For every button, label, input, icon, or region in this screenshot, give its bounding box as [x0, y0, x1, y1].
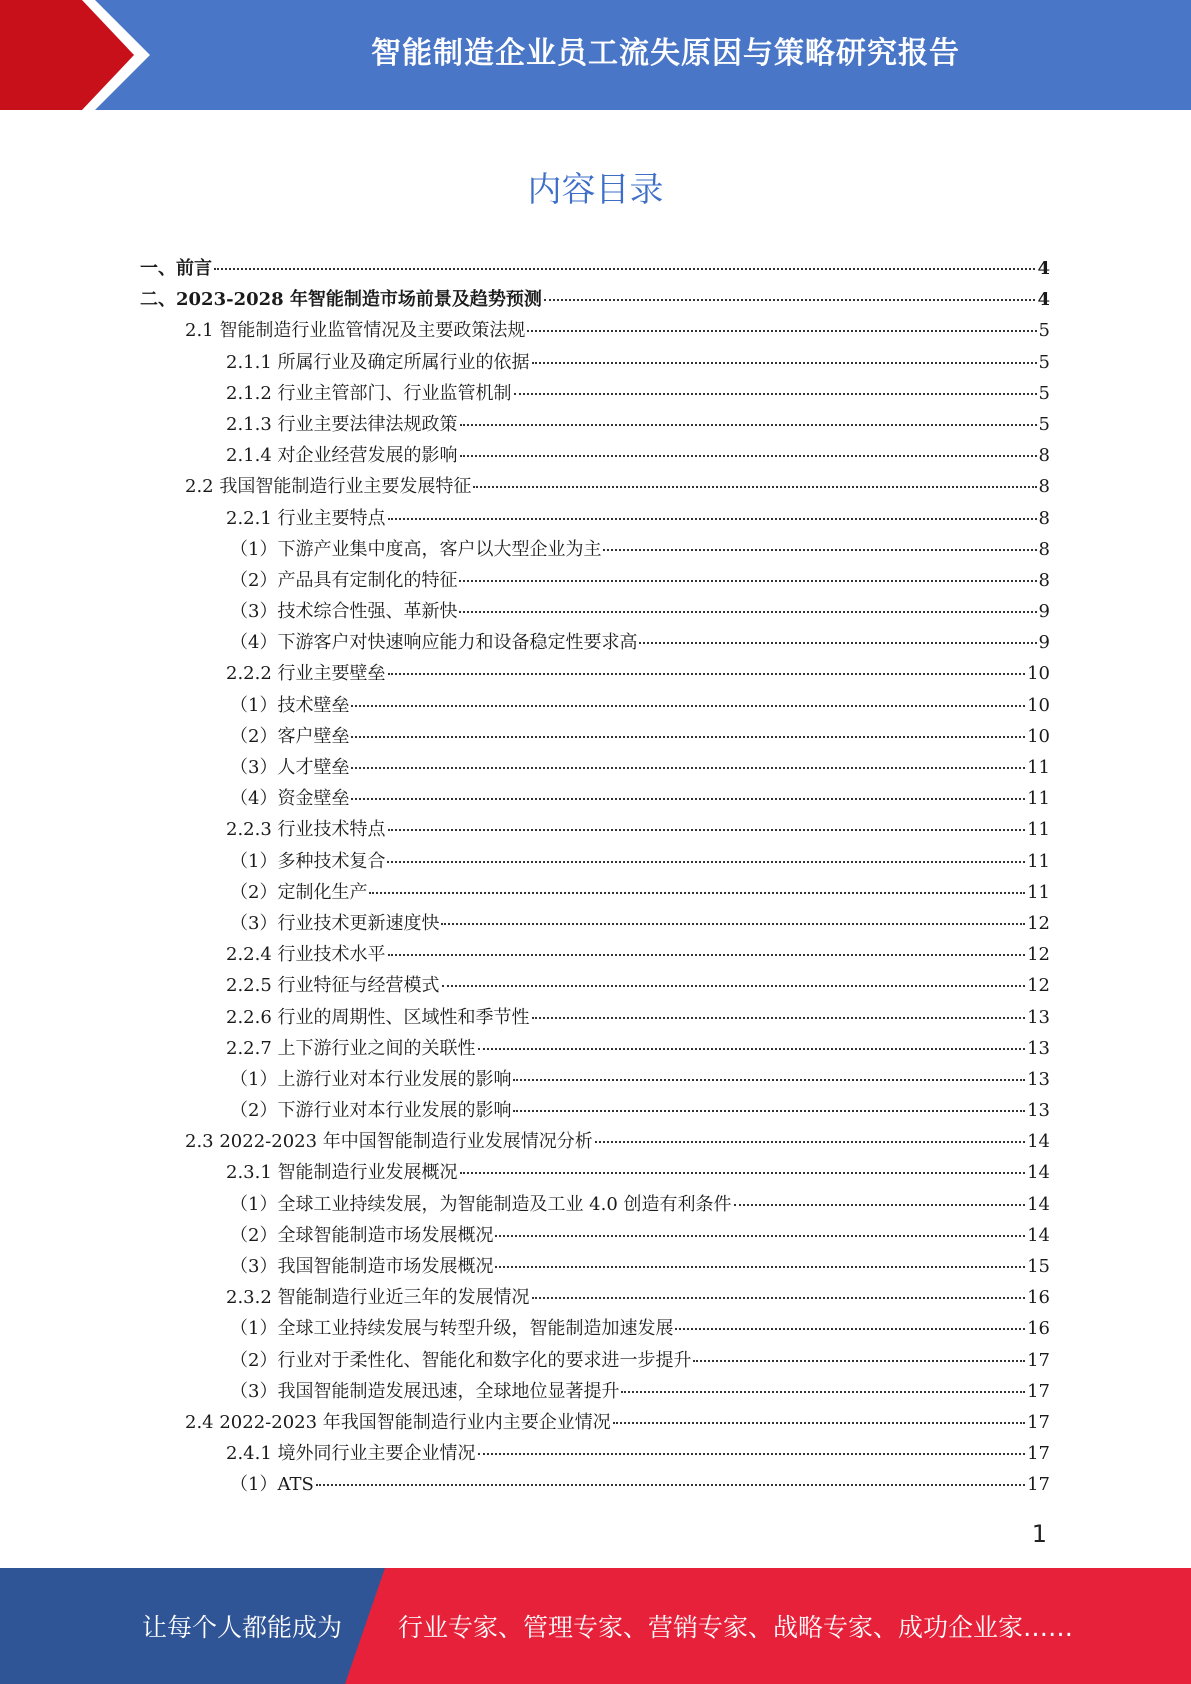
toc-dot-leader	[460, 455, 1037, 457]
toc-entry-label: （4）资金壁垒	[230, 788, 350, 810]
toc-dot-leader	[388, 954, 1026, 956]
toc-entry-page: 5	[1038, 382, 1050, 404]
toc-entry-page: 8	[1038, 507, 1050, 529]
toc-entry[interactable]	[140, 971, 1050, 1002]
toc-entry-label: （3）技术综合性强、革新快	[230, 601, 458, 623]
toc-entry-label: （1）多种技术复合	[230, 850, 386, 872]
toc-entry-page: 4	[1037, 258, 1050, 279]
toc-entry-label: 2.3.2 智能制造行业近三年的发展情况	[226, 1287, 530, 1309]
toc-dot-leader	[544, 299, 1036, 301]
toc-entry-label: 2.3 2022-2023 年中国智能制造行业发展情况分析	[185, 1131, 593, 1153]
toc-entry-page: 12	[1027, 975, 1050, 997]
toc-entry-page: 5	[1038, 320, 1050, 342]
toc-entry[interactable]	[140, 1034, 1050, 1065]
toc-dot-leader	[442, 985, 1026, 987]
toc-entry[interactable]	[140, 597, 1050, 628]
toc-entry-label: 2.1 智能制造行业监管情况及主要政策法规	[185, 320, 526, 342]
toc-dot-leader	[527, 330, 1036, 332]
toc-entry[interactable]	[140, 628, 1050, 659]
table-of-contents	[140, 254, 1050, 1502]
toc-entry-label: 2.2.1 行业主要特点	[226, 507, 386, 529]
toc-entry-label: （1）下游产业集中度高，客户以大型企业为主	[230, 538, 602, 560]
toc-dot-leader	[603, 549, 1036, 551]
toc-dot-leader	[473, 486, 1036, 488]
toc-entry-page: 14	[1027, 1224, 1050, 1246]
toc-entry[interactable]	[140, 1158, 1050, 1189]
toc-entry[interactable]	[140, 316, 1050, 347]
toc-entry[interactable]	[140, 1470, 1050, 1501]
toc-dot-leader	[734, 1204, 1026, 1206]
toc-entry[interactable]	[140, 1377, 1050, 1408]
toc-dot-leader	[478, 1453, 1026, 1455]
toc-entry[interactable]	[140, 441, 1050, 472]
toc-dot-leader	[441, 923, 1025, 925]
toc-entry-page: 8	[1038, 569, 1050, 591]
toc-entry-page: 8	[1038, 538, 1050, 560]
toc-entry-page: 11	[1027, 788, 1050, 810]
toc-entry[interactable]	[140, 1003, 1050, 1034]
footer-slogan-right: 行业专家、管理专家、营销专家、战略专家、成功企业家……	[398, 1613, 1074, 1642]
toc-entry-label: 一、前言	[140, 258, 212, 279]
toc-entry[interactable]	[140, 1127, 1050, 1158]
toc-entry-label: 2.2.2 行业主要壁垒	[226, 663, 386, 685]
toc-entry[interactable]	[140, 1252, 1050, 1283]
toc-title: 内容目录	[527, 170, 664, 210]
toc-entry-page: 5	[1038, 413, 1050, 435]
footer-slogan-left: 让每个人都能成为	[142, 1613, 343, 1642]
header-arrow-decoration	[0, 0, 160, 110]
toc-entry-page: 5	[1038, 351, 1050, 373]
toc-entry-page: 13	[1027, 1100, 1050, 1122]
toc-entry-label: （4）下游客户对快速响应能力和设备稳定性要求高	[230, 632, 638, 654]
toc-dot-leader	[621, 1391, 1025, 1393]
toc-entry-label: （1）上游行业对本行业发展的影响	[230, 1068, 512, 1090]
toc-entry[interactable]	[140, 1221, 1050, 1252]
toc-entry[interactable]	[140, 410, 1050, 441]
toc-dot-leader	[316, 1484, 1025, 1486]
toc-entry-label: （1）全球工业持续发展与转型升级，智能制造加速发展	[230, 1318, 674, 1340]
toc-entry[interactable]	[140, 504, 1050, 535]
toc-entry-page: 13	[1027, 1068, 1050, 1090]
toc-entry-label: （1）ATS	[230, 1474, 314, 1496]
toc-entry[interactable]	[140, 379, 1050, 410]
toc-entry-page: 12	[1027, 944, 1050, 966]
toc-entry[interactable]	[140, 1314, 1050, 1345]
toc-entry-page: 9	[1038, 632, 1050, 654]
toc-entry[interactable]	[140, 909, 1050, 940]
toc-dot-leader	[460, 1172, 1026, 1174]
toc-entry[interactable]	[140, 847, 1050, 878]
toc-dot-leader	[369, 892, 1025, 894]
toc-entry-page: 8	[1038, 476, 1050, 498]
toc-entry-label: 2.2.3 行业技术特点	[226, 819, 386, 841]
toc-entry-label: 2.2.4 行业技术水平	[226, 944, 386, 966]
toc-entry-page: 15	[1027, 1256, 1050, 1277]
toc-entry-label: 2.4 2022-2023 年我国智能制造行业内主要企业情况	[185, 1411, 611, 1433]
toc-entry-page: 13	[1027, 1006, 1050, 1028]
toc-entry-label: 2.1.4 对企业经营发展的影响	[226, 445, 458, 467]
toc-entry-label: 2.1.3 行业主要法律法规政策	[226, 413, 458, 435]
toc-entry-label: 2.1.1 所属行业及确定所属行业的依据	[226, 351, 530, 373]
toc-entry-page: 17	[1027, 1349, 1050, 1371]
toc-entry[interactable]	[140, 722, 1050, 753]
toc-entry[interactable]	[140, 659, 1050, 690]
toc-entry-page: 13	[1027, 1037, 1050, 1059]
toc-entry-label: （2）全球智能制造市场发展概况	[230, 1224, 494, 1246]
toc-entry-page: 11	[1027, 819, 1050, 841]
toc-entry-label: （1）技术壁垒	[230, 694, 350, 716]
toc-entry[interactable]	[140, 691, 1050, 722]
toc-dot-leader	[513, 1079, 1025, 1081]
toc-dot-leader	[459, 611, 1036, 613]
toc-entry-page: 17	[1027, 1380, 1050, 1402]
toc-entry-label: （1）全球工业持续发展，为智能制造及工业 4.0 创造有利条件	[230, 1193, 732, 1215]
toc-entry-page: 10	[1027, 725, 1050, 747]
toc-entry-page: 10	[1027, 663, 1050, 685]
toc-entry-label: 二、2023-2028 年智能制造市场前景及趋势预测	[140, 289, 542, 311]
toc-entry-label: 2.1.2 行业主管部门、行业监管机制	[226, 382, 512, 404]
report-title: 智能制造企业员工流失原因与策略研究报告	[371, 36, 960, 71]
toc-entry-page: 17	[1027, 1443, 1050, 1465]
toc-dot-leader	[388, 673, 1026, 675]
toc-entry-label: 2.2.5 行业特征与经营模式	[226, 975, 440, 997]
toc-dot-leader	[532, 1017, 1026, 1019]
toc-dot-leader	[351, 767, 1025, 769]
toc-dot-leader	[532, 1297, 1026, 1299]
toc-entry-page: 4	[1037, 289, 1050, 311]
toc-entry[interactable]	[140, 1096, 1050, 1127]
toc-entry[interactable]	[140, 753, 1050, 784]
toc-entry-label: （2）行业对于柔性化、智能化和数字化的要求进一步提升	[230, 1349, 692, 1371]
toc-entry-label: （2）产品具有定制化的特征	[230, 569, 458, 591]
toc-dot-leader	[351, 736, 1025, 738]
toc-entry[interactable]	[140, 878, 1050, 909]
toc-entry-page: 14	[1027, 1131, 1050, 1153]
toc-dot-leader	[595, 1141, 1025, 1143]
toc-dot-leader	[351, 705, 1025, 707]
toc-entry[interactable]	[140, 1439, 1050, 1470]
toc-dot-leader	[514, 393, 1037, 395]
toc-entry[interactable]	[140, 1065, 1050, 1096]
toc-dot-leader	[613, 1422, 1025, 1424]
toc-entry[interactable]	[140, 566, 1050, 597]
toc-dot-leader	[478, 1048, 1026, 1050]
toc-entry-page: 12	[1027, 912, 1050, 934]
toc-dot-leader	[387, 861, 1025, 863]
toc-entry-label: （3）行业技术更新速度快	[230, 912, 440, 934]
toc-entry-label: 2.2.6 行业的周期性、区域性和季节性	[226, 1006, 530, 1028]
toc-dot-leader	[495, 1235, 1025, 1237]
toc-entry-label: （3）人才壁垒	[230, 757, 350, 778]
toc-entry[interactable]	[140, 285, 1050, 316]
toc-entry-label: （2）客户壁垒	[230, 725, 350, 747]
toc-dot-leader	[639, 642, 1036, 644]
toc-entry[interactable]	[140, 815, 1050, 846]
toc-entry[interactable]	[140, 1190, 1050, 1221]
page-number: 1	[1031, 1520, 1047, 1548]
toc-entry-label: （2）定制化生产	[230, 881, 368, 903]
toc-entry-label: 2.4.1 境外同行业主要企业情况	[226, 1443, 476, 1465]
toc-dot-leader	[388, 518, 1037, 520]
toc-entry[interactable]	[140, 784, 1050, 815]
toc-entry-page: 16	[1027, 1287, 1050, 1309]
toc-dot-leader	[351, 798, 1025, 800]
toc-entry[interactable]	[140, 535, 1050, 566]
toc-entry-page: 14	[1027, 1193, 1050, 1215]
toc-entry[interactable]	[140, 1346, 1050, 1377]
toc-entry[interactable]	[140, 1408, 1050, 1439]
toc-dot-leader	[532, 362, 1037, 364]
toc-entry-page: 17	[1027, 1411, 1050, 1433]
toc-entry-label: 2.3.1 智能制造行业发展概况	[226, 1162, 458, 1184]
toc-entry-page: 14	[1027, 1162, 1050, 1184]
toc-entry-page: 16	[1027, 1318, 1050, 1340]
toc-entry-label: 2.2.7 上下游行业之间的关联性	[226, 1037, 476, 1059]
page-header	[0, 0, 1191, 110]
toc-entry-page: 11	[1027, 881, 1050, 903]
toc-dot-leader	[460, 424, 1037, 426]
toc-dot-leader	[495, 1266, 1025, 1268]
toc-dot-leader	[214, 268, 1035, 270]
toc-dot-leader	[513, 1110, 1025, 1112]
toc-entry-label: 2.2 我国智能制造行业主要发展特征	[185, 476, 472, 498]
toc-entry[interactable]	[140, 1283, 1050, 1314]
toc-entry[interactable]	[140, 254, 1050, 285]
toc-dot-leader	[693, 1360, 1025, 1362]
toc-dot-leader	[388, 829, 1026, 831]
toc-entry[interactable]	[140, 940, 1050, 971]
toc-entry-page: 11	[1027, 757, 1050, 778]
toc-entry-page: 10	[1027, 694, 1050, 716]
toc-entry-page: 11	[1027, 850, 1050, 872]
toc-entry[interactable]	[140, 472, 1050, 503]
toc-dot-leader	[459, 580, 1036, 582]
toc-entry-label: （3）我国智能制造发展迅速，全球地位显著提升	[230, 1380, 620, 1402]
toc-entry[interactable]	[140, 348, 1050, 379]
toc-entry-page: 17	[1027, 1474, 1050, 1496]
toc-dot-leader	[675, 1328, 1025, 1330]
toc-entry-label: （3）我国智能制造市场发展概况	[230, 1256, 494, 1277]
toc-entry-label: （2）下游行业对本行业发展的影响	[230, 1100, 512, 1122]
page-footer	[0, 1568, 1191, 1684]
toc-entry-page: 9	[1038, 601, 1050, 623]
toc-entry-page: 8	[1038, 445, 1050, 467]
